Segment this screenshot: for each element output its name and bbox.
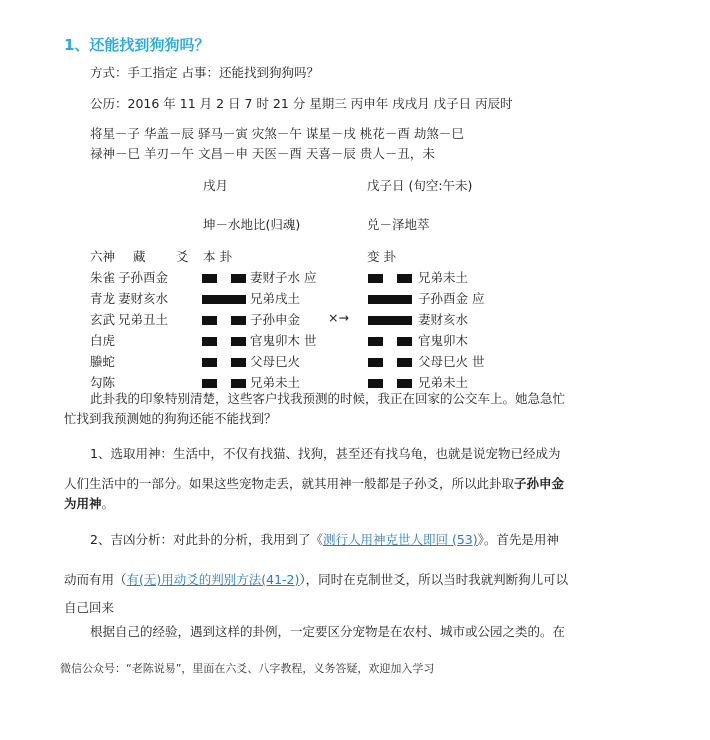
link-article-53[interactable]: 测行人用神克世人即回 (53) — [322, 532, 478, 547]
paragraph-3-text-b: 》。首先是用神 — [477, 532, 559, 547]
yin-line-segment — [368, 379, 383, 388]
hidden-yao-label: 妻财亥水 — [118, 291, 169, 306]
yin-line-segment — [202, 379, 217, 388]
six-god-label: 玄武 — [90, 312, 116, 327]
paragraph-3-text-d: ），同时在克制世爻，所以当时我就判断狗儿可以 — [299, 572, 569, 587]
stars-line-2: 禄神－巳 羊刃－午 文昌－申 天医－酉 天喜－辰 贵人－丑，未 — [90, 146, 435, 161]
yin-line-segment — [397, 379, 412, 388]
paragraph-2-line-2 — [64, 474, 564, 494]
yongshen-label: 为用神 — [64, 496, 102, 511]
calendar-line: 公历：2016 年 11 月 2 日 7 时 21 分 星期三 丙申年 戌戌月 戊子日 丙辰时 — [90, 96, 513, 111]
header-bian-gua: 变 卦 — [367, 249, 396, 264]
six-god-label: 螣蛇 — [90, 354, 116, 369]
yin-line-segment — [202, 358, 217, 367]
hidden-yao-label: 子孙酉金 — [118, 270, 169, 285]
yin-line-segment — [368, 358, 383, 367]
section-title: 1、还能找到狗狗吗？ — [64, 36, 210, 54]
link-article-41-2[interactable]: 有(无)用动爻的判别方法(41-2) — [126, 572, 300, 587]
paragraph-1-line-1: 此卦我的印象特别清楚，这些客户找我预测的时候，我正在回家的公交车上。她急急忙 — [90, 391, 566, 406]
six-god-label: 白虎 — [90, 333, 116, 348]
yin-line-segment — [202, 337, 217, 346]
yin-line-segment — [231, 358, 246, 367]
paragraph-3-text-a: 2、吉凶分析：对此卦的分析，我用到了《 — [90, 532, 323, 547]
yin-line-segment — [397, 337, 412, 346]
month-label: 戌月 — [203, 178, 229, 193]
yin-line-segment — [231, 337, 246, 346]
main-yao-label: 妻财子水 应 — [250, 270, 317, 285]
main-yao-label: 父母巳火 — [250, 354, 301, 369]
six-god-label: 朱雀 — [90, 270, 116, 285]
header-yao: 爻 — [176, 249, 189, 264]
yin-line-segment — [368, 337, 383, 346]
yin-line-segment — [231, 379, 246, 388]
change-yao-label: 父母巳火 世 — [418, 354, 485, 369]
yin-line-segment — [231, 274, 246, 283]
header-liushen: 六神 — [90, 249, 116, 264]
paragraph-3-line-2 — [64, 570, 568, 590]
paragraph-4: 根据自己的经验，遇到这样的卦例，一定要区分宠物是在农村、城市或公园之类的。在 — [90, 624, 566, 639]
day-label: 戊子日 (旬空:午未) — [367, 178, 473, 193]
six-god-label: 勾陈 — [90, 375, 116, 390]
paragraph-2-end: 。 — [101, 496, 115, 511]
yongshen-highlight: 子孙申金 — [514, 476, 565, 491]
main-yao-label: 兄弟戌土 — [250, 291, 301, 306]
paragraph-3-line-1 — [90, 530, 559, 550]
yin-line-segment — [231, 316, 246, 325]
six-god-label: 青龙 — [90, 291, 116, 306]
yin-line-segment — [397, 358, 412, 367]
main-yao-label: 子孙申金 — [250, 312, 301, 327]
paragraph-2-line-1: 1、选取用神：生活中，不仅有找猫、找狗，甚至还有找乌龟，也就是说宠物已经成为 — [90, 446, 561, 461]
main-yao-label: 兄弟未土 — [250, 375, 301, 390]
change-gua-name: 兑－泽地萃 — [367, 217, 430, 232]
header-ben-gua: 本 卦 — [203, 249, 232, 264]
yin-line-segment — [368, 274, 383, 283]
yin-line-segment — [202, 274, 217, 283]
hidden-yao-label: 兄弟丑土 — [118, 312, 169, 327]
paragraph-3-text-c: 动而有用（ — [64, 572, 127, 587]
change-yao-label: 官鬼卯木 — [418, 333, 469, 348]
stars-line-1: 将星－子 华盖－辰 驿马－寅 灾煞－午 谋星－戌 桃花－酉 劫煞－巳 — [90, 126, 464, 141]
main-yao-label: 官鬼卯木 世 — [250, 333, 317, 348]
moving-mark: ×→ — [328, 310, 349, 325]
yin-line-segment — [202, 316, 217, 325]
method-line: 方式：手工指定 占事：还能找到狗狗吗？ — [90, 65, 319, 80]
change-yao-label: 妻财亥水 — [418, 312, 469, 327]
change-yao-label: 兄弟未土 — [418, 270, 469, 285]
header-cang: 藏 — [133, 249, 146, 264]
paragraph-1-line-2: 忙找到我预测她的狗狗还能不能找到？ — [64, 411, 277, 426]
yang-line-segment — [368, 295, 412, 304]
yang-line-segment — [368, 316, 412, 325]
paragraph-3-line-3: 自己回来 — [64, 600, 115, 615]
footer-note: 微信公众号：“老陈说易”，里面在六爻、八字教程，义务答疑，欢迎加入学习 — [60, 662, 435, 675]
change-yao-label: 子孙酉金 应 — [418, 291, 485, 306]
yin-line-segment — [397, 274, 412, 283]
yang-line-segment — [202, 295, 246, 304]
paragraph-2-line-3 — [64, 494, 114, 514]
main-gua-name: 坤－水地比(归魂) — [203, 217, 301, 232]
paragraph-2-text: 人们生活中的一部分。如果这些宠物走丢，就其用神一般都是子孙爻，所以此卦取 — [64, 476, 515, 491]
change-yao-label: 兄弟未土 — [418, 375, 469, 390]
